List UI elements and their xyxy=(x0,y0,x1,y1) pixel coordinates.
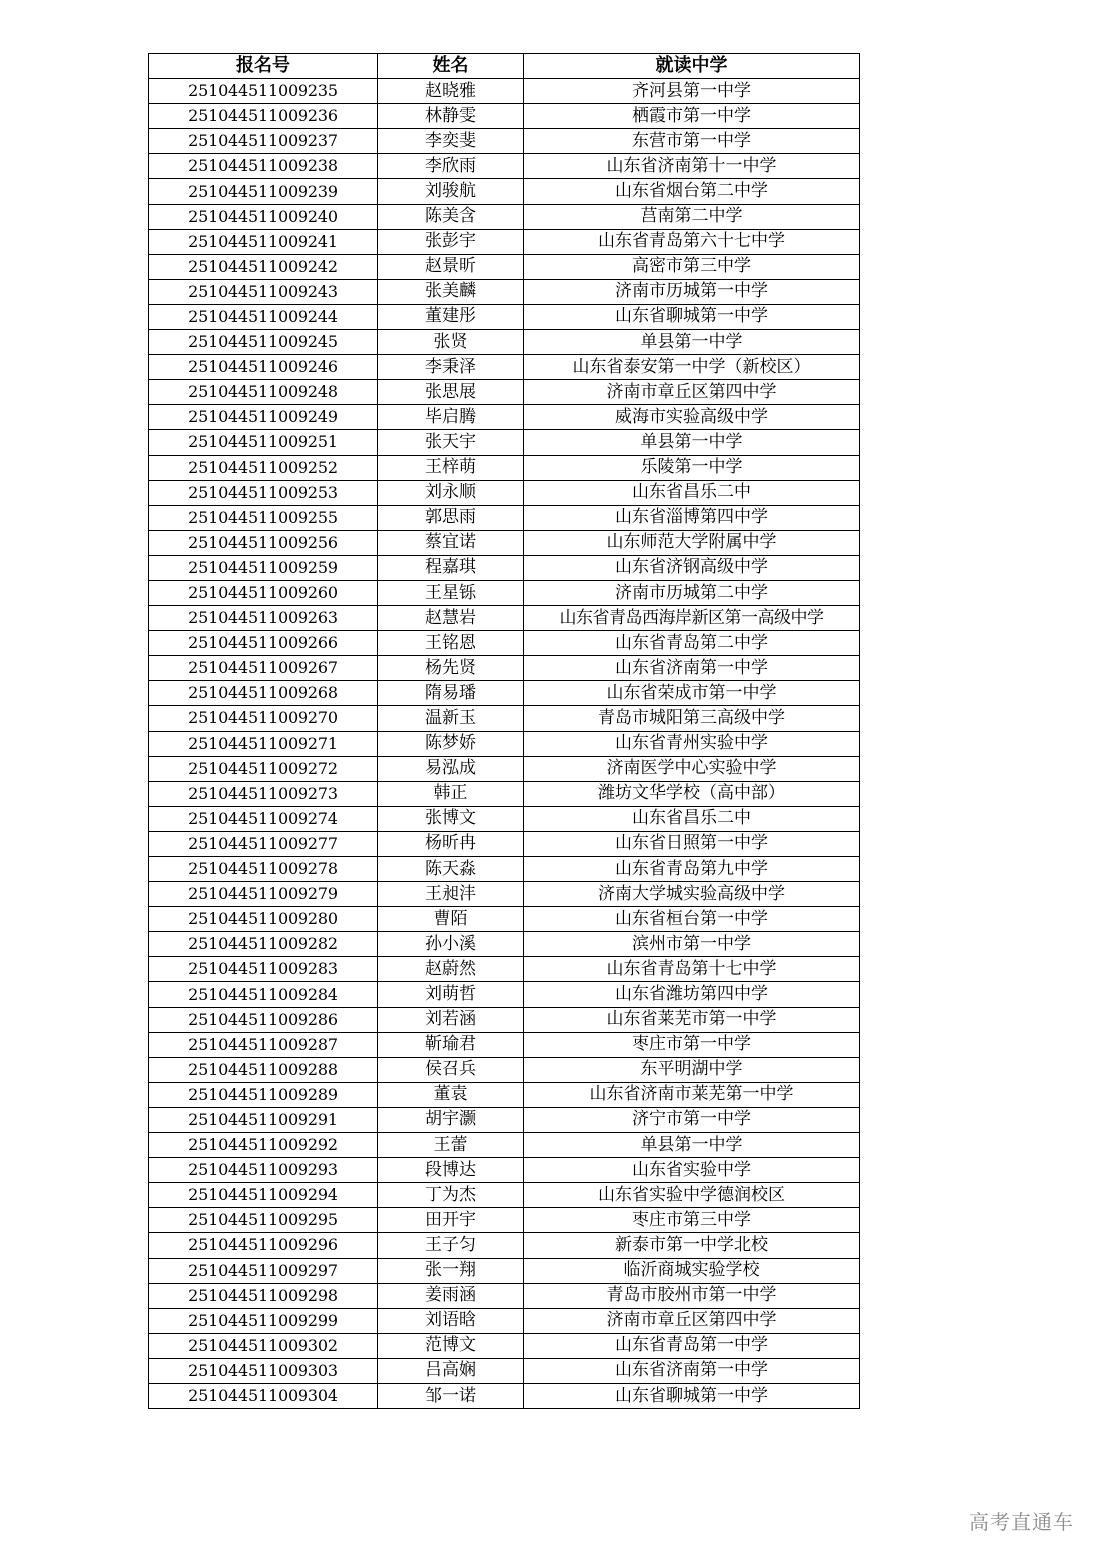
table-row xyxy=(149,1308,860,1333)
student-name-cell: 林静雯 xyxy=(378,104,524,129)
student-name-cell: 张一翔 xyxy=(378,1258,524,1283)
table-row xyxy=(149,179,860,204)
student-name-cell: 王梓萌 xyxy=(378,455,524,480)
school-cell: 山东省青岛第九中学 xyxy=(524,857,860,882)
table-row xyxy=(149,530,860,555)
student-name-cell: 吕高娴 xyxy=(378,1358,524,1383)
student-name-cell: 赵晓雅 xyxy=(378,79,524,104)
school-cell: 山东省济南第一中学 xyxy=(524,656,860,681)
school-cell: 青岛市城阳第三高级中学 xyxy=(524,706,860,731)
student-name-cell: 陈美含 xyxy=(378,204,524,229)
table-row xyxy=(149,631,860,656)
table-row xyxy=(149,1082,860,1107)
school-cell: 济南市历城第二中学 xyxy=(524,580,860,605)
reg-no-cell: 251044511009260 xyxy=(149,580,378,605)
student-name-cell: 赵慧岩 xyxy=(378,606,524,631)
reg-no-cell: 251044511009295 xyxy=(149,1208,378,1233)
school-cell: 单县第一中学 xyxy=(524,1133,860,1158)
table-row xyxy=(149,957,860,982)
school-cell: 山东省桓台第一中学 xyxy=(524,907,860,932)
school-cell: 山东省烟台第二中学 xyxy=(524,179,860,204)
school-cell: 枣庄市第三中学 xyxy=(524,1208,860,1233)
reg-no-cell: 251044511009292 xyxy=(149,1133,378,1158)
reg-no-cell: 251044511009293 xyxy=(149,1158,378,1183)
student-name-cell: 韩正 xyxy=(378,781,524,806)
table-row xyxy=(149,1358,860,1383)
school-cell: 齐河县第一中学 xyxy=(524,79,860,104)
reg-no-cell: 251044511009297 xyxy=(149,1258,378,1283)
student-name-cell: 杨先贤 xyxy=(378,656,524,681)
school-cell: 山东省青岛第一中学 xyxy=(524,1333,860,1358)
school-cell: 威海市实验高级中学 xyxy=(524,405,860,430)
student-name-cell: 刘永顺 xyxy=(378,480,524,505)
school-cell: 山东省淄博第四中学 xyxy=(524,505,860,530)
reg-no-cell: 251044511009283 xyxy=(149,957,378,982)
reg-no-cell: 251044511009278 xyxy=(149,857,378,882)
table-row xyxy=(149,1333,860,1358)
student-name-cell: 郭思雨 xyxy=(378,505,524,530)
table-row xyxy=(149,1208,860,1233)
school-cell: 济南大学城实验高级中学 xyxy=(524,882,860,907)
school-cell: 山东省青岛第二中学 xyxy=(524,631,860,656)
header-school: 就读中学 xyxy=(524,54,860,79)
table-row xyxy=(149,882,860,907)
school-cell: 乐陵第一中学 xyxy=(524,455,860,480)
table-row xyxy=(149,580,860,605)
school-cell: 山东师范大学附属中学 xyxy=(524,530,860,555)
reg-no-cell: 251044511009248 xyxy=(149,380,378,405)
reg-no-cell: 251044511009294 xyxy=(149,1183,378,1208)
student-name-cell: 曹陌 xyxy=(378,907,524,932)
reg-no-cell: 251044511009288 xyxy=(149,1057,378,1082)
table-row xyxy=(149,756,860,781)
school-cell: 莒南第二中学 xyxy=(524,204,860,229)
student-name-cell: 董袁 xyxy=(378,1082,524,1107)
reg-no-cell: 251044511009296 xyxy=(149,1233,378,1258)
table-row xyxy=(149,1107,860,1132)
reg-no-cell: 251044511009251 xyxy=(149,430,378,455)
table-row xyxy=(149,355,860,380)
reg-no-cell: 251044511009255 xyxy=(149,505,378,530)
school-cell: 潍坊文华学校（高中部） xyxy=(524,781,860,806)
student-name-cell: 程嘉琪 xyxy=(378,555,524,580)
school-cell: 单县第一中学 xyxy=(524,330,860,355)
student-name-cell: 张美麟 xyxy=(378,279,524,304)
reg-no-cell: 251044511009252 xyxy=(149,455,378,480)
reg-no-cell: 251044511009298 xyxy=(149,1283,378,1308)
student-name-cell: 靳瑜君 xyxy=(378,1032,524,1057)
student-name-cell: 李秉泽 xyxy=(378,355,524,380)
student-name-cell: 蔡宜诺 xyxy=(378,530,524,555)
school-cell: 山东省青州实验中学 xyxy=(524,731,860,756)
school-cell: 山东省莱芜市第一中学 xyxy=(524,1007,860,1032)
table-row xyxy=(149,656,860,681)
school-cell: 济南市历城第一中学 xyxy=(524,279,860,304)
school-cell: 枣庄市第一中学 xyxy=(524,1032,860,1057)
school-cell: 山东省济南第十一中学 xyxy=(524,154,860,179)
school-cell: 山东省聊城第一中学 xyxy=(524,304,860,329)
table-row xyxy=(149,857,860,882)
reg-no-cell: 251044511009304 xyxy=(149,1383,378,1408)
student-name-cell: 赵景昕 xyxy=(378,254,524,279)
table-row xyxy=(149,806,860,831)
student-name-cell: 田开宇 xyxy=(378,1208,524,1233)
student-name-cell: 杨昕冉 xyxy=(378,831,524,856)
school-cell: 山东省泰安第一中学（新校区） xyxy=(524,355,860,380)
student-name-cell: 侯召兵 xyxy=(378,1057,524,1082)
reg-no-cell: 251044511009299 xyxy=(149,1308,378,1333)
table-row xyxy=(149,204,860,229)
school-cell: 山东省青岛西海岸新区第一高级中学 xyxy=(524,606,860,631)
table-body xyxy=(149,79,860,1409)
table-row xyxy=(149,405,860,430)
reg-no-cell: 251044511009273 xyxy=(149,781,378,806)
school-cell: 新泰市第一中学北校 xyxy=(524,1233,860,1258)
reg-no-cell: 251044511009244 xyxy=(149,304,378,329)
reg-no-cell: 251044511009239 xyxy=(149,179,378,204)
school-cell: 山东省实验中学德润校区 xyxy=(524,1183,860,1208)
student-name-cell: 李奕斐 xyxy=(378,129,524,154)
student-name-cell: 易泓成 xyxy=(378,756,524,781)
student-name-cell: 张思展 xyxy=(378,380,524,405)
reg-no-cell: 251044511009303 xyxy=(149,1358,378,1383)
reg-no-cell: 251044511009235 xyxy=(149,79,378,104)
table-row xyxy=(149,154,860,179)
student-name-cell: 孙小溪 xyxy=(378,932,524,957)
reg-no-cell: 251044511009249 xyxy=(149,405,378,430)
table-row xyxy=(149,1183,860,1208)
table-row xyxy=(149,455,860,480)
student-name-cell: 张贤 xyxy=(378,330,524,355)
school-cell: 山东省青岛第十七中学 xyxy=(524,957,860,982)
reg-no-cell: 251044511009238 xyxy=(149,154,378,179)
student-name-cell: 张天宇 xyxy=(378,430,524,455)
school-cell: 山东省济南市莱芜第一中学 xyxy=(524,1082,860,1107)
reg-no-cell: 251044511009256 xyxy=(149,530,378,555)
student-name-cell: 王蕾 xyxy=(378,1133,524,1158)
student-name-cell: 张博文 xyxy=(378,806,524,831)
reg-no-cell: 251044511009246 xyxy=(149,355,378,380)
reg-no-cell: 251044511009240 xyxy=(149,204,378,229)
reg-no-cell: 251044511009245 xyxy=(149,330,378,355)
school-cell: 山东省济南第一中学 xyxy=(524,1358,860,1383)
table-row xyxy=(149,982,860,1007)
student-name-cell: 隋易璠 xyxy=(378,681,524,706)
table-row xyxy=(149,229,860,254)
student-name-cell: 毕启腾 xyxy=(378,405,524,430)
school-cell: 单县第一中学 xyxy=(524,430,860,455)
table-row xyxy=(149,932,860,957)
school-cell: 东营市第一中学 xyxy=(524,129,860,154)
student-name-cell: 王子匀 xyxy=(378,1233,524,1258)
reg-no-cell: 251044511009277 xyxy=(149,831,378,856)
student-name-cell: 刘语晗 xyxy=(378,1308,524,1333)
school-cell: 山东省济钢高级中学 xyxy=(524,555,860,580)
reg-no-cell: 251044511009291 xyxy=(149,1107,378,1132)
table-row xyxy=(149,781,860,806)
student-name-cell: 段博达 xyxy=(378,1158,524,1183)
student-name-cell: 李欣雨 xyxy=(378,154,524,179)
table-row xyxy=(149,831,860,856)
reg-no-cell: 251044511009282 xyxy=(149,932,378,957)
school-cell: 山东省聊城第一中学 xyxy=(524,1383,860,1408)
student-name-cell: 张彭宇 xyxy=(378,229,524,254)
student-name-cell: 赵蔚然 xyxy=(378,957,524,982)
reg-no-cell: 251044511009280 xyxy=(149,907,378,932)
reg-no-cell: 251044511009253 xyxy=(149,480,378,505)
table-row xyxy=(149,681,860,706)
table-row xyxy=(149,279,860,304)
reg-no-cell: 251044511009236 xyxy=(149,104,378,129)
header-reg-no: 报名号 xyxy=(149,54,378,79)
table-row xyxy=(149,907,860,932)
table-row xyxy=(149,1032,860,1057)
student-name-cell: 姜雨涵 xyxy=(378,1283,524,1308)
reg-no-cell: 251044511009266 xyxy=(149,631,378,656)
school-cell: 山东省昌乐二中 xyxy=(524,480,860,505)
reg-no-cell: 251044511009279 xyxy=(149,882,378,907)
school-cell: 山东省青岛第六十七中学 xyxy=(524,229,860,254)
table-row xyxy=(149,1133,860,1158)
school-cell: 青岛市胶州市第一中学 xyxy=(524,1283,860,1308)
reg-no-cell: 251044511009241 xyxy=(149,229,378,254)
reg-no-cell: 251044511009259 xyxy=(149,555,378,580)
table-row xyxy=(149,1283,860,1308)
school-cell: 济南市章丘区第四中学 xyxy=(524,1308,860,1333)
reg-no-cell: 251044511009286 xyxy=(149,1007,378,1032)
student-name-cell: 胡宇灏 xyxy=(378,1107,524,1132)
student-name-cell: 王星铄 xyxy=(378,580,524,605)
reg-no-cell: 251044511009270 xyxy=(149,706,378,731)
student-name-cell: 王昶沣 xyxy=(378,882,524,907)
reg-no-cell: 251044511009271 xyxy=(149,731,378,756)
school-cell: 济宁市第一中学 xyxy=(524,1107,860,1132)
school-cell: 山东省实验中学 xyxy=(524,1158,860,1183)
watermark-text: 高考直通车 xyxy=(969,1510,1074,1534)
school-cell: 山东省荣成市第一中学 xyxy=(524,681,860,706)
reg-no-cell: 251044511009267 xyxy=(149,656,378,681)
table-row xyxy=(149,731,860,756)
school-cell: 济南医学中心实验中学 xyxy=(524,756,860,781)
table-row xyxy=(149,606,860,631)
table-row xyxy=(149,555,860,580)
student-name-cell: 陈梦娇 xyxy=(378,731,524,756)
table-row xyxy=(149,104,860,129)
student-name-cell: 丁为杰 xyxy=(378,1183,524,1208)
school-cell: 山东省昌乐二中 xyxy=(524,806,860,831)
header-name: 姓名 xyxy=(378,54,524,79)
school-cell: 滨州市第一中学 xyxy=(524,932,860,957)
reg-no-cell: 251044511009237 xyxy=(149,129,378,154)
table-row xyxy=(149,1383,860,1408)
table-row xyxy=(149,330,860,355)
student-name-cell: 刘萌哲 xyxy=(378,982,524,1007)
student-name-cell: 范博文 xyxy=(378,1333,524,1358)
school-cell: 山东省潍坊第四中学 xyxy=(524,982,860,1007)
table-row xyxy=(149,129,860,154)
student-name-cell: 刘骏航 xyxy=(378,179,524,204)
table-row xyxy=(149,304,860,329)
student-name-cell: 陈天淼 xyxy=(378,857,524,882)
table-row xyxy=(149,480,860,505)
school-cell: 山东省日照第一中学 xyxy=(524,831,860,856)
reg-no-cell: 251044511009263 xyxy=(149,606,378,631)
reg-no-cell: 251044511009302 xyxy=(149,1333,378,1358)
student-name-cell: 邹一诺 xyxy=(378,1383,524,1408)
reg-no-cell: 251044511009272 xyxy=(149,756,378,781)
reg-no-cell: 251044511009274 xyxy=(149,806,378,831)
reg-no-cell: 251044511009243 xyxy=(149,279,378,304)
table-header xyxy=(149,54,860,79)
reg-no-cell: 251044511009289 xyxy=(149,1082,378,1107)
table-row xyxy=(149,1007,860,1032)
header-row xyxy=(149,54,860,79)
table-row xyxy=(149,430,860,455)
reg-no-cell: 251044511009268 xyxy=(149,681,378,706)
table-row xyxy=(149,505,860,530)
school-cell: 栖霞市第一中学 xyxy=(524,104,860,129)
school-cell: 济南市章丘区第四中学 xyxy=(524,380,860,405)
table-row xyxy=(149,1057,860,1082)
table-row xyxy=(149,79,860,104)
table-row xyxy=(149,1158,860,1183)
school-cell: 临沂商城实验学校 xyxy=(524,1258,860,1283)
table-row xyxy=(149,254,860,279)
school-cell: 高密市第三中学 xyxy=(524,254,860,279)
table-row xyxy=(149,1233,860,1258)
table-row xyxy=(149,1258,860,1283)
student-name-cell: 董建彤 xyxy=(378,304,524,329)
student-name-cell: 温新玉 xyxy=(378,706,524,731)
admission-roster-table xyxy=(148,53,860,1409)
reg-no-cell: 251044511009287 xyxy=(149,1032,378,1057)
table-row xyxy=(149,380,860,405)
table-row xyxy=(149,706,860,731)
student-name-cell: 王铭恩 xyxy=(378,631,524,656)
reg-no-cell: 251044511009284 xyxy=(149,982,378,1007)
reg-no-cell: 251044511009242 xyxy=(149,254,378,279)
student-name-cell: 刘若涵 xyxy=(378,1007,524,1032)
school-cell: 东平明湖中学 xyxy=(524,1057,860,1082)
